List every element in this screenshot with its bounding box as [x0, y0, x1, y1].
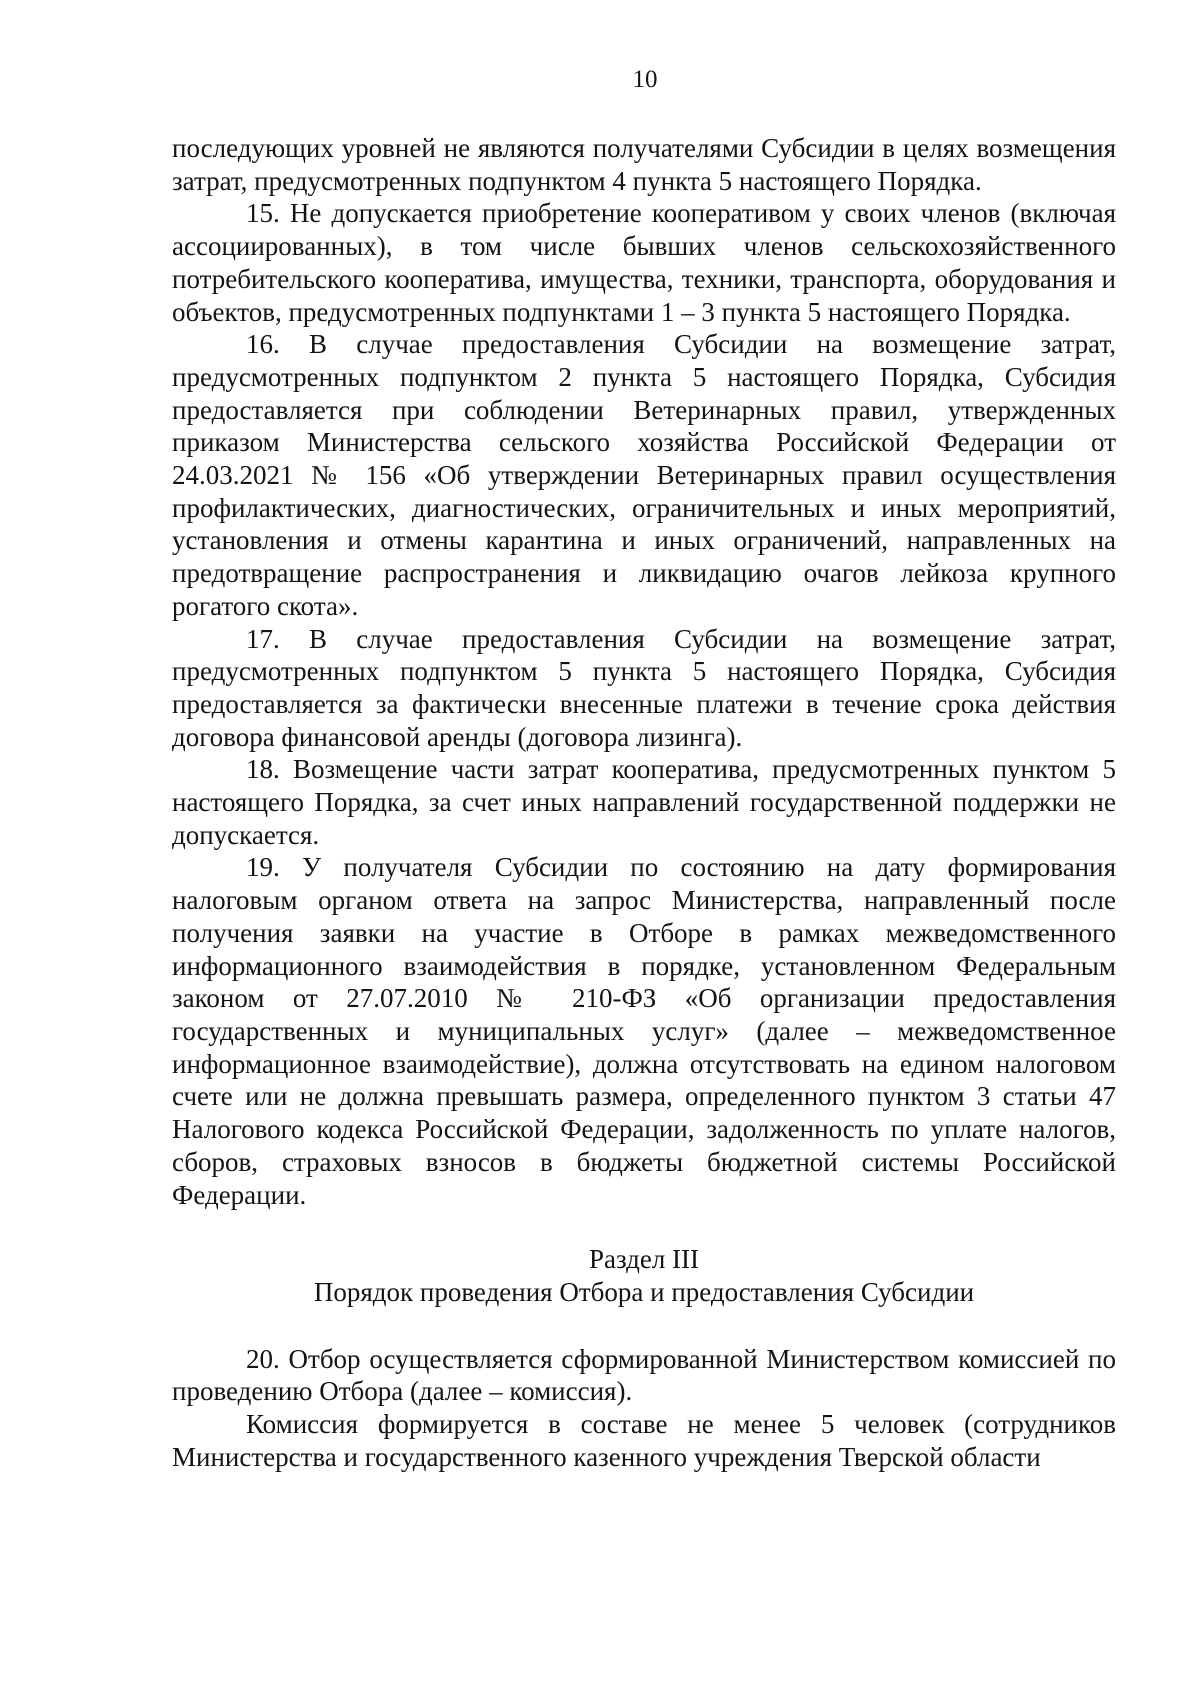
section-name: Порядок проведения Отбора и предоставления Субсидии [313, 1276, 975, 1307]
paragraph-17: 17. В случае предоставления Субсидии на возмещение затрат, предусмотренных подпунктом 5 пункта 5 настоящего Порядка, Субсидия предоставляется за фактически внесенные платежи в течение срока действия договора финансовой аренды (договора лизинга). [172, 623, 1116, 752]
paragraph-continuation: последующих уровней не являются получателями Субсидии в целях возмещения затрат, предусмотренных подпунктом 4 пункта 5 настоящего Порядка. [172, 133, 1116, 196]
paragraph-15: 15. Не допускается приобретение кооперативом у своих членов (включая ассоциированных), в том числе бывших членов сельскохозяйственного потребительского кооператива, имущества, техники, транспорта, оборудования и объектов, предусмотренных подпунктами 1 – 3 пункта 5 настоящего Порядка. [172, 198, 1116, 327]
paragraph-16: 16. В случае предоставления Субсидии на возмещение затрат, предусмотренных подпунктом 2 пункта 5 настоящего Порядка, Субсидия предоставляется при соблюдении Ветеринарных правил, утвержденных приказом Министерства сельского хозяйства Российской Федерации от 24.03.2021 № 156 «Об утверждении Ветеринарных правил осуществления профилактических, диагностических, ограничительных и иных мероприятий, установления и отмены карантина и иных ограничений, направленных на предотвращение распространения и ликвидацию очагов лейкоза крупного рогатого скота». [172, 329, 1116, 621]
paragraph-20: 20. Отбор осуществляется сформированной Министерством комиссией по проведению Отбора (далее – комиссия). [172, 1343, 1116, 1407]
paragraph-19: 19. У получателя Субсидии по состоянию на дату формирования налоговым органом ответа на запрос Министерства, направленный после получения заявки на участие в Отборе в рамках межведомственного информационного взаимодействия в порядке, установленном Федеральным законом от 27.07.2010 № 210-ФЗ «Об организации предоставления государственных и муниципальных услуг» (далее – межведомственное информационное взаимодействие), должна отсутствовать на едином налоговом счете или не должна превышать размера, определенного пунктом 3 статьи 47 Налогового кодекса Российской Федерации, задолженность по уплате налогов, сборов, страховых взносов в бюджеты бюджетной системы Российской Федерации. [172, 852, 1116, 1210]
paragraph-commission: Комиссия формируется в составе не менее 5 человек (сотрудников Министерства и государственного казенного учреждения Тверской области [172, 1409, 1116, 1472]
section-title: Раздел III [588, 1244, 700, 1275]
page-number: 10 [632, 66, 658, 93]
document-body [172, 132, 1116, 1473]
paragraph-18: 18. Возмещение части затрат кооператива, предусмотренных пунктом 5 настоящего Порядка, за счет иных направлений государственной поддержки не допускается. [172, 754, 1116, 850]
